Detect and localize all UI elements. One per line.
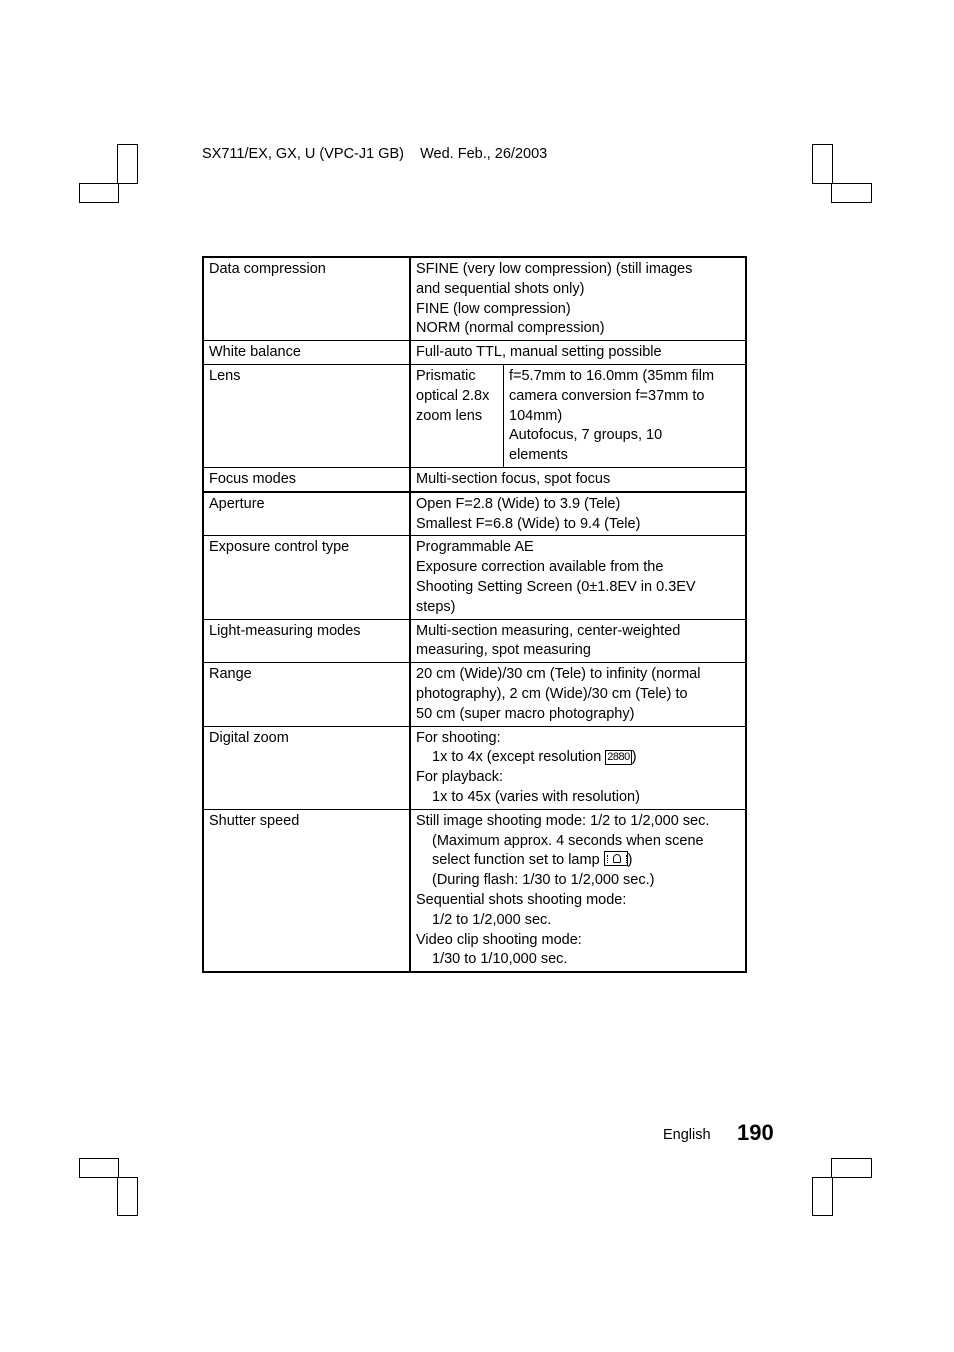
value-line: Multi-section focus, spot focus (416, 470, 611, 487)
value-line: steps) (416, 598, 456, 615)
document-header: SX711/EX, GX, U (VPC-J1 GB) Wed. Feb., 26/2003 (202, 146, 548, 162)
value-line: Shooting Setting Screen (0±1.8EV in 0.3EV (416, 578, 696, 595)
row-label: Aperture (203, 492, 410, 536)
value-line: Autofocus, 7 groups, 10 (509, 427, 663, 444)
value-line: (During flash: 1/30 to 1/2,000 sec.) (432, 872, 655, 889)
row-value (410, 341, 746, 365)
value-line: Full-auto TTL, manual setting possible (416, 344, 662, 361)
value-line: 1x to 45x (varies with resolution) (432, 788, 640, 805)
value-line: For shooting: (416, 729, 501, 746)
crop-mark-top-left-horizontal (79, 183, 119, 203)
table-row (203, 257, 746, 341)
value-line: (Maximum approx. 4 seconds when scene (432, 832, 704, 849)
crop-mark-top-right-vertical (812, 144, 833, 184)
value-text: 1x to 4x (except resolution (432, 749, 606, 766)
table-row (203, 809, 746, 972)
table-row (203, 619, 746, 663)
value-line: Exposure correction available from the (416, 559, 664, 576)
value-line (416, 851, 741, 871)
table-row (203, 536, 746, 619)
paren-close: ) (631, 749, 637, 766)
row-label: Digital zoom (203, 726, 410, 809)
crop-mark-bottom-right-vertical (812, 1177, 833, 1216)
crop-mark-top-left-vertical (117, 144, 138, 184)
row-value (410, 726, 746, 809)
value-line: zoom lens (416, 407, 483, 424)
page-number: 190 (737, 1120, 774, 1145)
lens-type-cell (410, 364, 504, 467)
crop-mark-bottom-left-vertical (117, 1177, 138, 1216)
value-line: FINE (low compression) (416, 300, 571, 317)
value-line: 50 cm (super macro photography) (416, 705, 635, 722)
table-row (203, 663, 746, 726)
resolution-2880-icon: 2880 (607, 751, 630, 764)
row-label: Lens (203, 364, 410, 467)
value-line: f=5.7mm to 16.0mm (35mm film (509, 367, 715, 384)
value-line: Smallest F=6.8 (Wide) to 9.4 (Tele) (416, 515, 641, 532)
table-row (203, 364, 746, 467)
crop-mark-bottom-left-horizontal (79, 1158, 119, 1178)
paren-close: ) (627, 852, 633, 869)
specifications-table (202, 256, 747, 973)
value-line: 104mm) (509, 407, 563, 424)
value-line: elements (509, 447, 568, 464)
crop-mark-bottom-right-horizontal (831, 1158, 872, 1178)
footer-language: English (663, 1127, 711, 1143)
table-row (203, 492, 746, 536)
value-line: SFINE (very low compression) (still images (416, 261, 693, 277)
lens-spec-cell (504, 364, 747, 467)
crop-mark-top-right-horizontal (831, 183, 872, 203)
row-label: Focus modes (203, 467, 410, 491)
value-line (416, 748, 741, 768)
row-label: Light-measuring modes (203, 619, 410, 663)
value-line: photography), 2 cm (Wide)/30 cm (Tele) to (416, 685, 688, 702)
table-row (203, 341, 746, 365)
row-value (410, 257, 746, 341)
value-line: Multi-section measuring, center-weighted (416, 622, 681, 639)
row-label: White balance (203, 341, 410, 365)
value-line: Programmable AE (416, 539, 534, 556)
value-line: Video clip shooting mode: (416, 931, 582, 948)
value-line: 1/30 to 1/10,000 sec. (432, 951, 568, 968)
table-row (203, 467, 746, 491)
row-label: Data compression (203, 257, 410, 341)
table-row (203, 726, 746, 809)
value-line: Open F=2.8 (Wide) to 3.9 (Tele) (416, 495, 621, 512)
value-line: 1/2 to 1/2,000 sec. (432, 911, 552, 928)
value-line: Prismatic (416, 367, 476, 384)
value-line: measuring, spot measuring (416, 642, 591, 659)
value-line: Sequential shots shooting mode: (416, 891, 627, 908)
value-line: For playback: (416, 769, 504, 786)
row-value (410, 492, 746, 536)
value-line: and sequential shots only) (416, 280, 585, 297)
row-label: Exposure control type (203, 536, 410, 619)
row-value (410, 663, 746, 726)
value-line: 20 cm (Wide)/30 cm (Tele) to infinity (normal (416, 666, 701, 683)
row-label: Shutter speed (203, 809, 410, 972)
value-line: NORM (normal compression) (416, 320, 605, 337)
row-value (410, 619, 746, 663)
row-value (410, 809, 746, 972)
value-line: Still image shooting mode: 1/2 to 1/2,000 sec. (416, 812, 710, 829)
row-value (410, 536, 746, 619)
value-line: camera conversion f=37mm to (509, 387, 705, 404)
row-value (410, 467, 746, 491)
value-line: optical 2.8x (416, 387, 490, 404)
lamp-scene-icon (604, 851, 628, 866)
row-label: Range (203, 663, 410, 726)
value-text: select function set to lamp (432, 852, 604, 869)
